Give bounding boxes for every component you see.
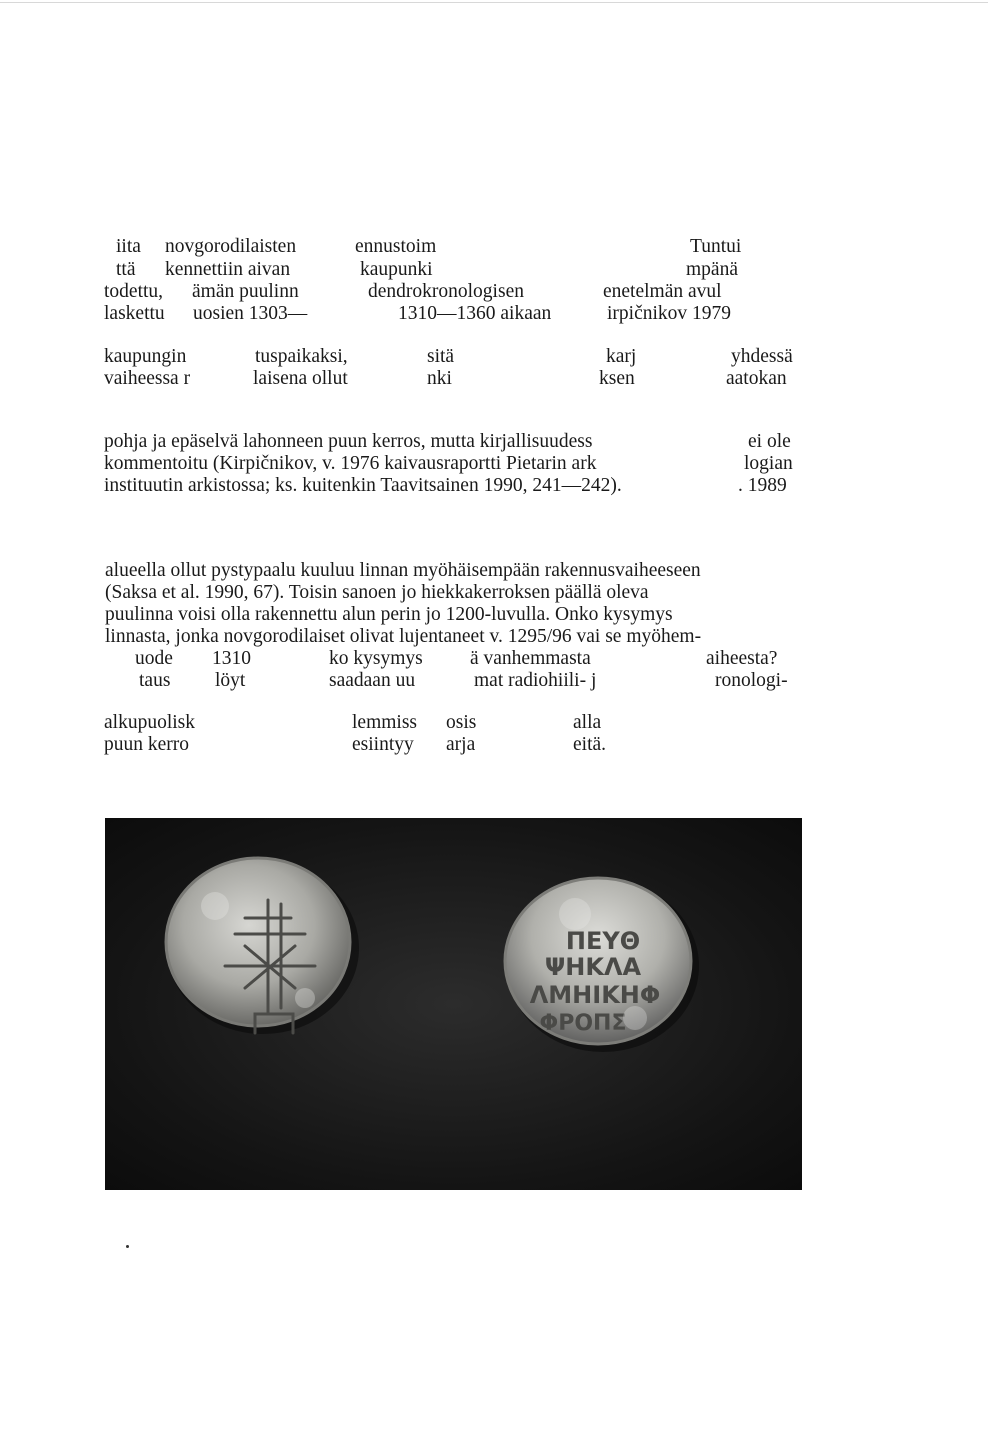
fragment: ko kysymys [329,648,423,669]
fragment: alkupuolisk [104,712,195,733]
fragment: lemmiss [352,712,418,733]
fragment: ronologi- [715,670,788,691]
text-line-content: (Saksa et al. 1990, 67). Toisin sanoen jo hiekkakerroksen päällä oleva [105,582,649,603]
fragment: ennustoim [355,236,437,257]
fragment: laisena ollut [253,368,348,389]
seal-reverse-inscription [505,878,699,1052]
page-speck [126,1245,129,1248]
fragment: kennettiin aivan [165,259,291,280]
fragment: uosien 1303— [193,303,308,324]
text-line [105,560,805,582]
seal-inscription-line: ΨΗΚΛΑ [544,953,642,981]
fragment: yhdessä [731,346,793,367]
text-line-tail: . 1989 [738,475,787,496]
fragment: 1310—1360 aikaan [398,303,552,324]
fragment: 1310 [212,648,251,669]
seal-inscription-line: ΠΕΥΘ [565,927,641,955]
text-line [105,604,805,626]
text-line-content: alueella ollut pystypaalu kuuluu linnan myöhäisempään rakennusvaiheeseen [105,560,701,581]
text-line [105,626,805,648]
fragment: dendrokronologisen [368,281,524,302]
fragment: puun kerro [104,734,190,755]
fragment: enetelmän avul [603,281,722,302]
seal-inscription-line: ΦΡΟΠΣ [539,1011,627,1036]
fragment: ämän puulinn [192,281,299,302]
fragment: vaiheessa r [104,368,191,389]
text-line-tail: logian [744,453,793,474]
fragment: esiintyy [352,734,414,755]
fragment: eitä. [573,734,607,755]
text-line-content: puulinna voisi olla rakennettu alun perin jo 1200-luvulla. Onko kysymys [105,604,673,625]
text-line-content: linnasta, jonka novgorodilaiset olivat lujentaneet v. 1295/96 vai se myöhem- [105,626,702,647]
text-line: instituutin arkistossa; ks. kuitenkin Taavitsainen 1990, 241—242). [104,475,622,496]
fragment: arja [446,734,476,755]
fragment: taus [139,670,171,691]
fragment: saadaan uu [329,670,416,691]
fragment: uode [135,648,173,669]
fragment: alla [573,712,602,733]
fragment: nki [427,368,452,389]
fragment: iita [116,236,141,257]
fragment: osis [446,712,477,733]
text-line [105,582,805,604]
fragment: sitä [427,346,455,367]
fragment: ä vanhemmasta [470,648,591,669]
fragment: karj [606,346,637,367]
text-line: pohja ja epäselvä lahonneen puun kerros, mutta kirjallisuudess [104,431,593,452]
text-line-tail: ei ole [748,431,791,452]
fragment: irpičnikov 1979 [607,303,732,324]
fragment: kaupungin [104,346,187,367]
fragment: aiheesta? [706,648,778,669]
page-top-edge [0,2,988,3]
seal-obverse-cross [166,858,359,1034]
seal-inscription-line: ΛΜΗΙΚΗΦ [529,981,661,1009]
fragment: aatokan [726,368,787,389]
fragment: todettu, [104,281,164,302]
text-line: kommentoitu (Kirpičnikov, v. 1976 kaivausraportti Pietarin ark [104,453,597,474]
fragment: Tuntui [690,236,742,257]
fragment: ttä [116,259,136,280]
seal-photograph [105,818,802,1190]
seal-illustration [105,818,802,1190]
fragment: tuspaikaksi, [255,346,348,367]
fragment: ksen [599,368,635,389]
fragment: mat radiohiili- j [474,670,597,691]
fragment: mpänä [686,259,738,280]
fragment: löyt [215,670,246,691]
fragment: novgorodilaisten [165,236,297,257]
fragment: kaupunki [360,259,433,280]
fragment: laskettu [104,303,165,324]
